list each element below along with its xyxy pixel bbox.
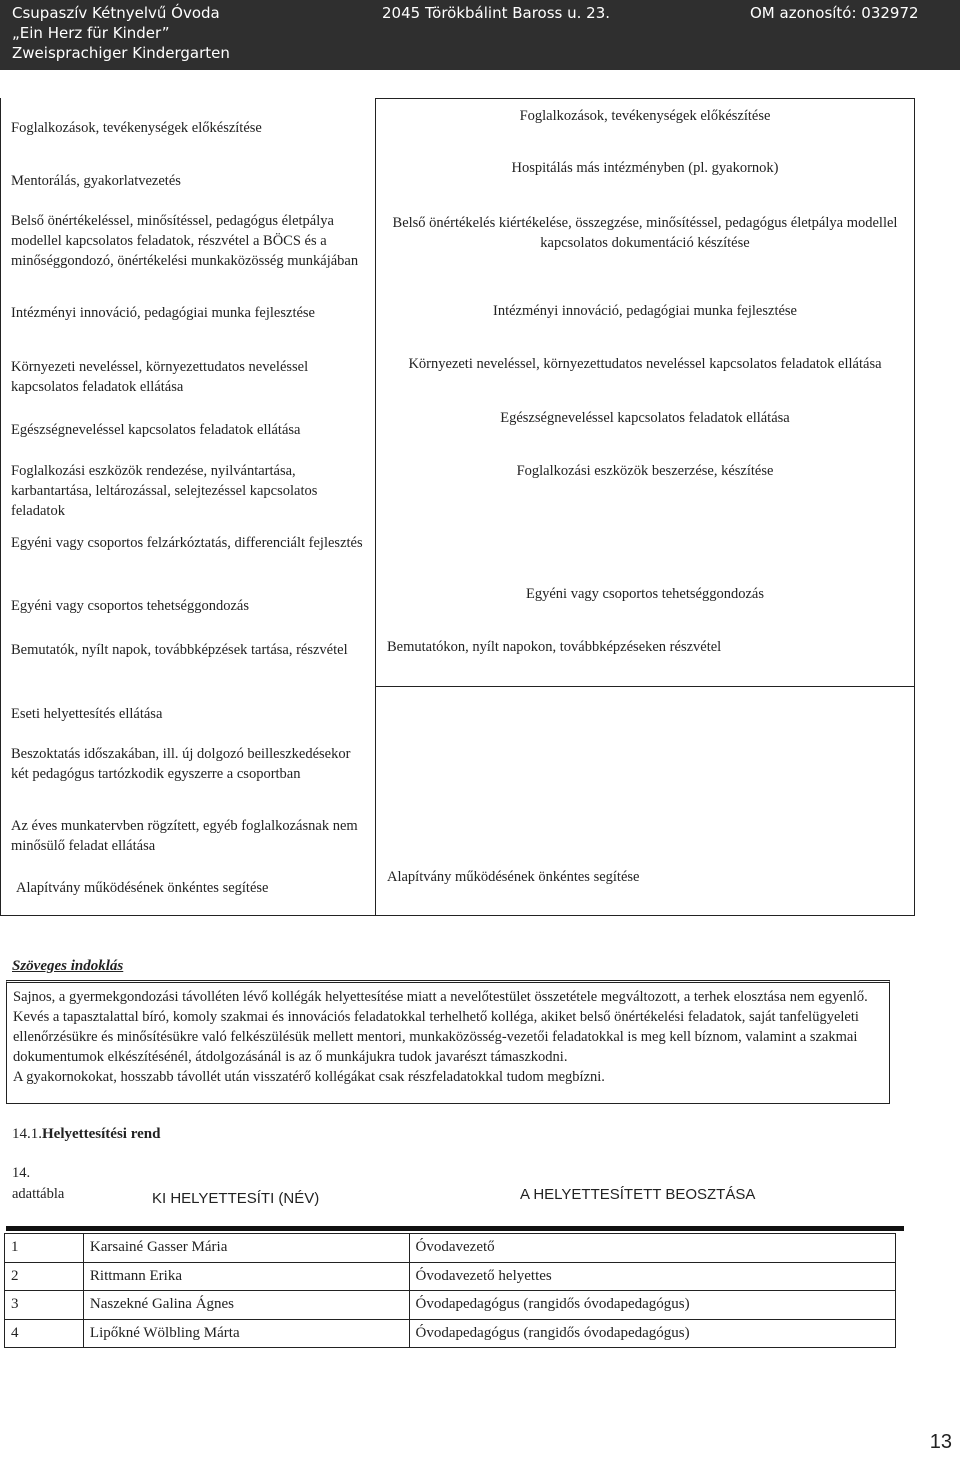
right-duty: Intézményi innováció, pedagógiai munka fejlesztése [493, 303, 797, 319]
left-duty: Egészségneveléssel kapcsolatos feladatok ellátása [11, 422, 301, 438]
table-row [5, 1319, 896, 1348]
row-position: Óvodavezető helyettes [409, 1262, 895, 1291]
left-duty: Egyéni vagy csoportos felzárkóztatás, differenciált fejlesztés [11, 535, 363, 551]
row-position: Óvodapedagógus (rangidős óvodapedagógus) [409, 1291, 895, 1320]
substitution-table [4, 1233, 896, 1348]
table-label-number: 14. [12, 1165, 31, 1181]
row-position: Óvodavezető [409, 1234, 895, 1263]
table-row [5, 1234, 896, 1263]
right-duty: Egészségneveléssel kapcsolatos feladatok ellátása [500, 410, 790, 426]
left-duty: Bemutatók, nyílt napok, továbbképzések tartása, részvétel [11, 642, 348, 658]
col-header-position: A HELYETTESÍTETT BEOSZTÁSA [520, 1186, 756, 1203]
left-duty: Belső önértékeléssel, minősítéssel, pedagógus életpálya modellel kapcsolatos feladatok, részvétel a BÖCS és a minőséggondozó, önértékelési munkaközösség munkájában [11, 213, 359, 269]
school-motto: „Ein Herz für Kinder” [12, 24, 170, 42]
table-row [5, 1262, 896, 1291]
left-duty: Foglalkozások, tevékenységek előkészítése [11, 120, 262, 136]
school-name: Csupaszív Kétnyelvű Óvoda [12, 4, 220, 22]
left-duty: Beszoktatás időszakában, ill. új dolgozó beilleszkedésekor két pedagógus tartózkodik egyszerre a csoportban [11, 746, 351, 782]
left-duty: Környezeti neveléssel, környezettudatos neveléssel kapcsolatos feladatok ellátása [11, 359, 309, 395]
left-duty: Az éves munkatervben rögzített, egyéb foglalkozásnak nem minősülő feladat ellátása [11, 818, 358, 854]
right-duty: Belső önértékelés kiértékelése, összegzése, minősítéssel, pedagógus életpálya modellel kapcsolatos dokumentáció készítése [392, 215, 898, 251]
substitution-heading [12, 1126, 160, 1143]
left-duty: Egyéni vagy csoportos tehetséggondozás [11, 598, 249, 614]
left-duty: Foglalkozási eszközök rendezése, nyilvántartása, karbantartása, leltározással, selejtezéssel kapcsolatos feladatok [11, 463, 318, 519]
left-duty: Alapítvány működésének önkéntes segítése [16, 880, 269, 896]
page-header [0, 0, 960, 70]
right-duty: Egyéni vagy csoportos tehetséggondozás [526, 586, 764, 602]
table-row [5, 1291, 896, 1320]
substitution-heading-text: Helyettesítési rend [42, 1126, 161, 1142]
table-top-rule [6, 1226, 904, 1231]
right-duty: Alapítvány működésének önkéntes segítése [387, 869, 640, 885]
col-header-who: KI HELYETTESÍTI (NÉV) [152, 1190, 320, 1207]
row-name: Lipőkné Wölbling Márta [83, 1319, 409, 1348]
row-number: 4 [5, 1319, 84, 1348]
right-duty: Foglalkozási eszközök beszerzése, készítése [516, 463, 774, 479]
row-name: Karsainé Gasser Mária [83, 1234, 409, 1263]
justification-title: Szöveges indoklás [12, 958, 124, 974]
duties-table [0, 98, 916, 916]
page-number: 13 [929, 1431, 952, 1453]
justification-paragraph: A gyakornokokat, hosszabb távollét után visszatérő kollégákat csak részfeladatokkal tudom megbízni. [13, 1069, 605, 1085]
left-duty: Intézményi innováció, pedagógiai munka fejlesztése [11, 305, 315, 321]
row-number: 3 [5, 1291, 84, 1320]
om-id: OM azonosító: 032972 [750, 4, 919, 22]
row-name: Rittmann Erika [83, 1262, 409, 1291]
right-duty: Foglalkozások, tevékenységek előkészítése [519, 108, 771, 124]
left-duty: Mentorálás, gyakorlatvezetés [11, 173, 181, 189]
row-number: 2 [5, 1262, 84, 1291]
row-position: Óvodapedagógus (rangidős óvodapedagógus) [409, 1319, 895, 1348]
right-duty: Hospitálás más intézményben (pl. gyakornok) [511, 160, 779, 176]
row-number: 1 [5, 1234, 84, 1263]
substitution-heading-number: 14.1. [12, 1126, 42, 1142]
justification-box [6, 980, 890, 1104]
table-label-text: adattábla [12, 1186, 65, 1202]
justification-paragraph: Sajnos, a gyermekgondozási távolléten lévő kollégák helyettesítése miatt a nevelőtestület összetétele megváltozott, a terhek elosztása nem egyenlő. Kevés a tapasztalattal bíró, komoly szakmai és innovációs feladatokkal terhelhető kollégа, akiket belső önértékelési feladatok, saját tanfelügyeleti ellenőrzésükre és minősítésükre való felkészülésük mellett mentori, munkaközösség-vezetői feladatokkal is meg kell bíznom, valamint a szakmai dokumentumok elkészítésénél, átdolgozásánál is az ő munkájukra tudok javarészt támaszkodni. [13, 989, 868, 1065]
right-duty: Környezeti neveléssel, környezettudatos neveléssel kapcsolatos feladatok ellátása [408, 356, 882, 372]
row-name: Naszekné Galina Ágnes [83, 1291, 409, 1320]
school-address: 2045 Törökbálint Baross u. 23. [382, 4, 611, 22]
right-duty: Bemutatókon, nyílt napokon, továbbképzéseken részvétel [387, 639, 722, 655]
left-duty: Eseti helyettesítés ellátása [11, 706, 163, 722]
school-subtitle: Zweisprachiger Kindergarten [12, 44, 230, 62]
